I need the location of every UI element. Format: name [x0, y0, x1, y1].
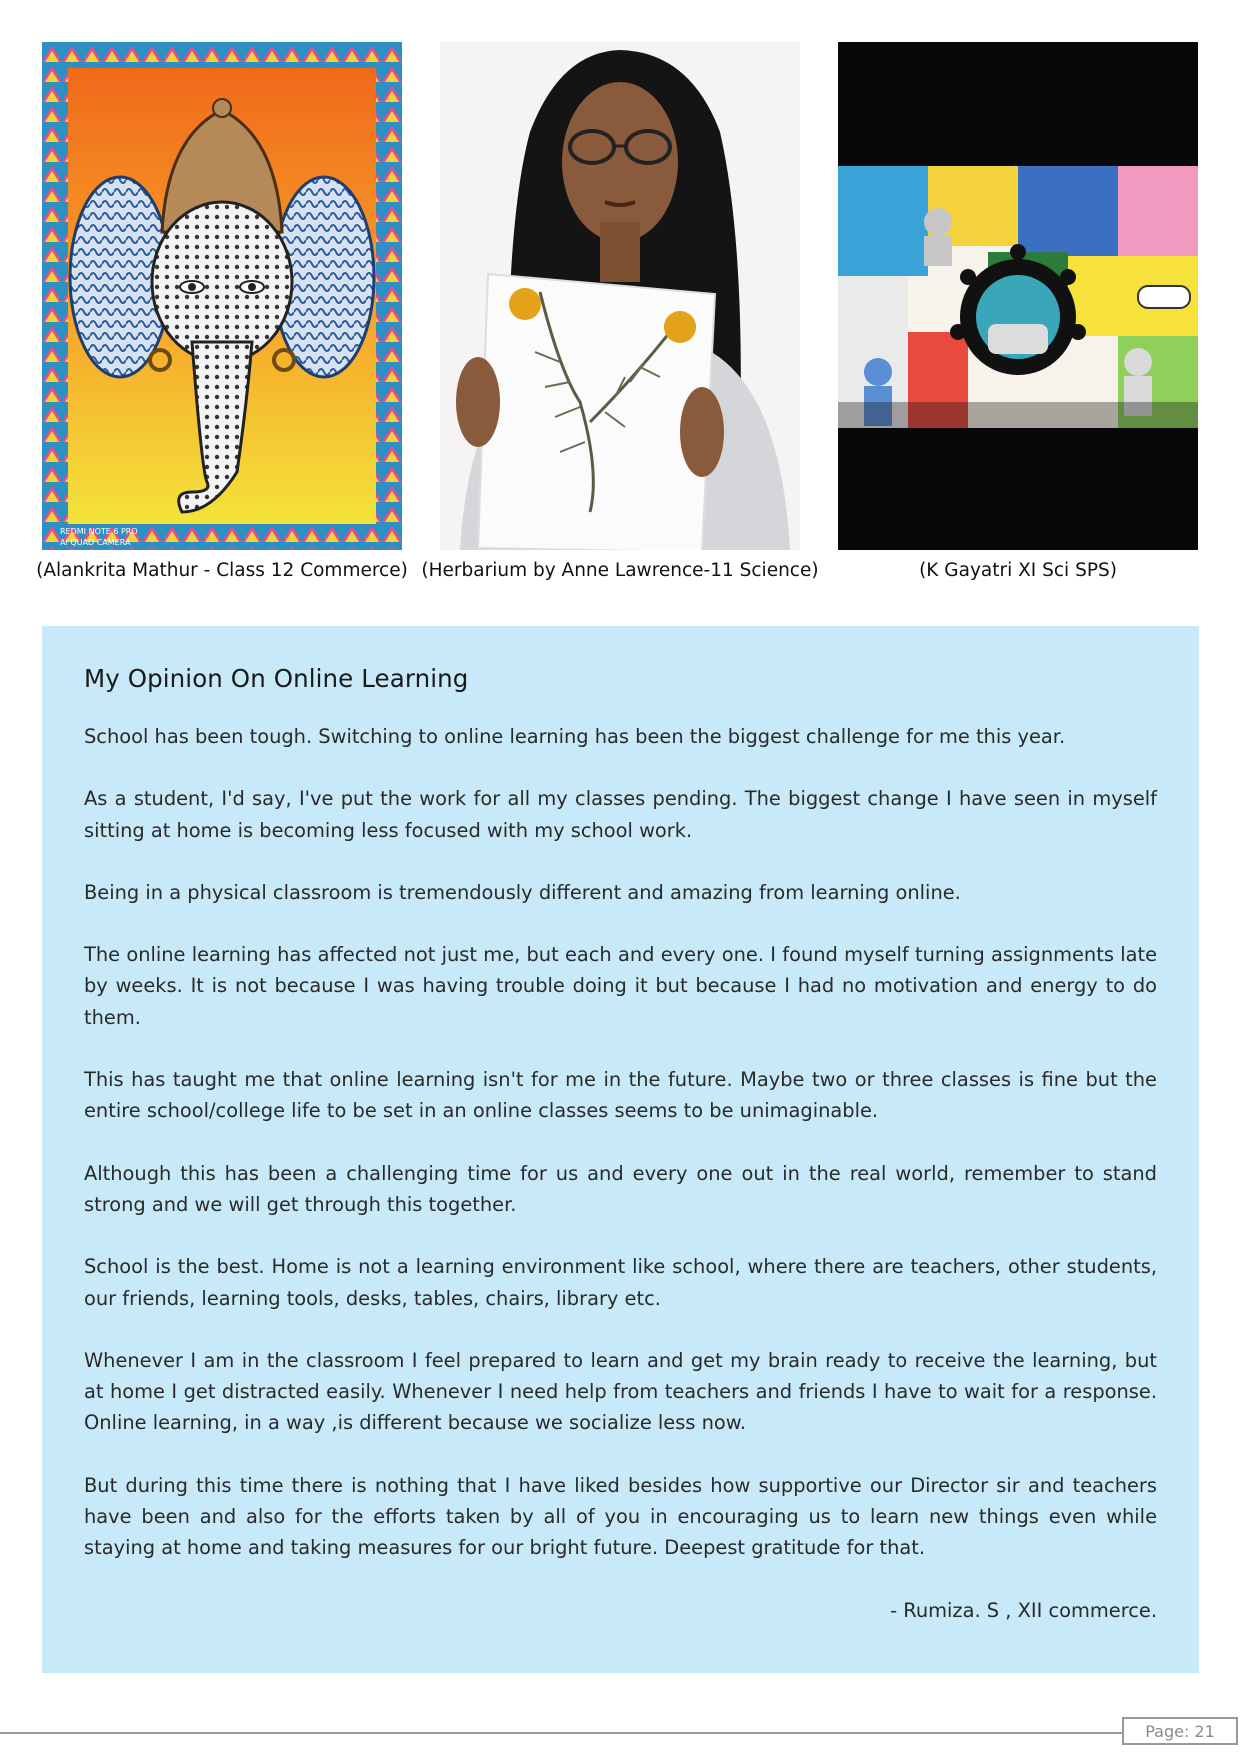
essay-paragraph: Although this has been a challenging time for us and every one out in the real world, remember to stand strong and we will get through this together. — [84, 1161, 1157, 1216]
essay-paragraph: This has taught me that online learning isn't for me in the future. Maybe two or three classes is fine but the entire school/college life to be set in an online classes seems to be unimaginable. — [84, 1068, 1157, 1123]
ganesha-painting-image — [42, 42, 402, 550]
essay-paragraph: As a student, I'd say, I've put the work for all my classes pending. The biggest change I have seen in myself sitting at home is becoming less focused with my school work. — [84, 787, 1157, 842]
essay-paragraph: Being in a physical classroom is tremendously different and amazing from learning online. — [84, 880, 961, 904]
ganesha-painting-photo — [42, 42, 402, 550]
camera-watermark-line2: AI QUAD CAMERA — [60, 538, 131, 547]
footer-rule — [0, 1732, 1122, 1734]
essay-paragraph: School is the best. Home is not a learning environment like school, where there are teachers, other students, our friends, learning tools, desks, tables, chairs, library etc. — [84, 1255, 1157, 1310]
photo-caption-2: (Herbarium by Anne Lawrence-11 Science) — [421, 560, 819, 581]
herbarium-photo — [440, 42, 800, 550]
photo-caption-1: (Alankrita Mathur - Class 12 Commerce) — [36, 560, 408, 581]
essay-title: My Opinion On Online Learning — [84, 664, 469, 693]
essay-paragraph: But during this time there is nothing that I have liked besides how supportive our Director sir and teachers have been and also for the efforts taken by all of you in encouraging us to learn new things even while staying at home and taking measures for our bright future. Deepest gratitude for that. — [84, 1473, 1157, 1560]
essay-paragraph: Whenever I am in the classroom I feel prepared to learn and get my brain ready to receive the learning, but at home I get distracted easily. Whenever I need help from teachers and friends I have to wait for a response. Online learning, in a way ,is different because we socialize less now. — [84, 1348, 1157, 1435]
covid-drawing-image — [838, 42, 1198, 550]
covid-drawing-photo — [838, 42, 1198, 550]
photo-caption-3: (K Gayatri XI Sci SPS) — [919, 560, 1117, 581]
essay-panel — [42, 626, 1199, 1673]
page-number: Page: 21 — [1122, 1717, 1238, 1745]
essay-paragraph: School has been tough. Switching to online learning has been the biggest challenge for me this year. — [84, 725, 1066, 748]
herbarium-image — [440, 42, 800, 550]
essay-paragraph: The online learning has affected not just me, but each and every one. I found myself turning assignments late by weeks. It is not because I was having trouble doing it but because I had no motivation and energy to do them. — [84, 943, 1157, 1029]
essay-signature: - Rumiza. S , XII commerce. — [890, 1598, 1157, 1622]
camera-watermark-line1: REDMI NOTE 6 PRO — [60, 527, 138, 536]
